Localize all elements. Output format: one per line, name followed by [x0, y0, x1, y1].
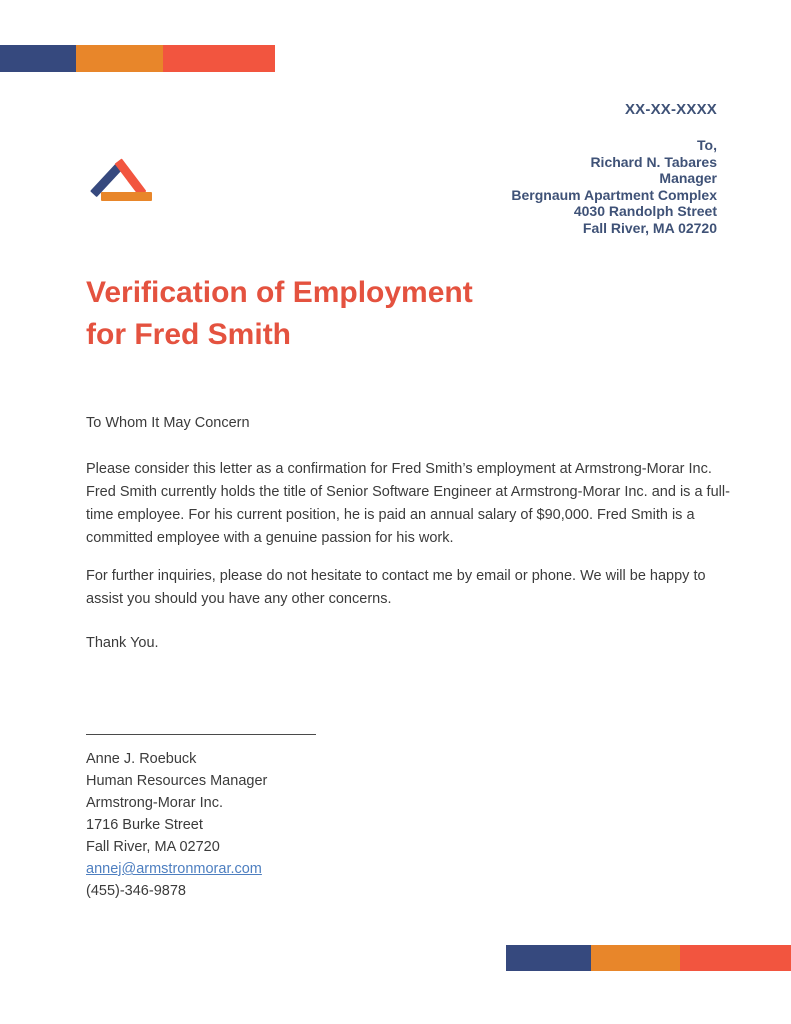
body-paragraph-1: Please consider this letter as a confirmation for Fred Smith’s employment at Armstrong-Morar Inc. Fred Smith currently holds the title of Senior Software Engineer at Armstrong-Morar Inc. and is a full-time employee. For his current position, he is paid an annual salary of $90,000. Fred Smith is a committed employee with a genuine passion for his work.: [86, 461, 730, 546]
top-decorative-bar: [0, 45, 275, 72]
body-paragraph-2: For further inquiries, please do not hesitate to contact me by email or phone. We will be happy to assist you should you have any other concerns.: [86, 568, 706, 607]
signer-phone: (455)-346-9878: [86, 883, 186, 899]
top-bar-red-segment: [163, 45, 275, 72]
bottom-decorative-bar: [506, 945, 791, 971]
logo-orange-strip-icon: [101, 192, 152, 201]
closing-line: Thank You.: [86, 635, 159, 651]
letter-title-line1: Verification of Employment: [86, 276, 473, 309]
bottom-bar-red-segment: [680, 945, 791, 971]
letter-body: [86, 412, 731, 655]
signature-line: [86, 734, 316, 735]
recipient-block: [511, 137, 717, 236]
signer-name: Anne J. Roebuck: [86, 751, 197, 767]
letter-title-line2: for Fred Smith: [86, 318, 292, 351]
signer-email-link[interactable]: annej@armstronmorar.com: [86, 861, 262, 877]
top-bar-orange-segment: [76, 45, 163, 72]
letter-date: XX-XX-XXXX: [624, 101, 717, 118]
signer-title: Human Resources Manager: [86, 773, 268, 789]
recipient-salutation: To,: [697, 137, 717, 153]
bottom-bar-orange-segment: [591, 945, 680, 971]
bottom-bar-navy-segment: [506, 945, 591, 971]
signer-city: Fall River, MA 02720: [86, 839, 220, 855]
signer-street: 1716 Burke Street: [86, 817, 203, 833]
recipient-city: Fall River, MA 02720: [582, 219, 717, 236]
logo-red-strip-icon: [115, 158, 147, 196]
recipient-name: Richard N. Tabares: [590, 153, 717, 170]
recipient-street: 4030 Randolph Street: [573, 203, 717, 219]
company-logo: [85, 158, 155, 206]
recipient-title: Manager: [659, 170, 717, 186]
signature-block: [86, 726, 316, 902]
signer-company: Armstrong-Morar Inc.: [86, 795, 223, 811]
salutation-line: To Whom It May Concern: [86, 415, 250, 431]
letter-title: [86, 272, 473, 356]
top-bar-navy-segment: [0, 45, 76, 72]
recipient-company: Bergnaum Apartment Complex: [511, 186, 717, 203]
